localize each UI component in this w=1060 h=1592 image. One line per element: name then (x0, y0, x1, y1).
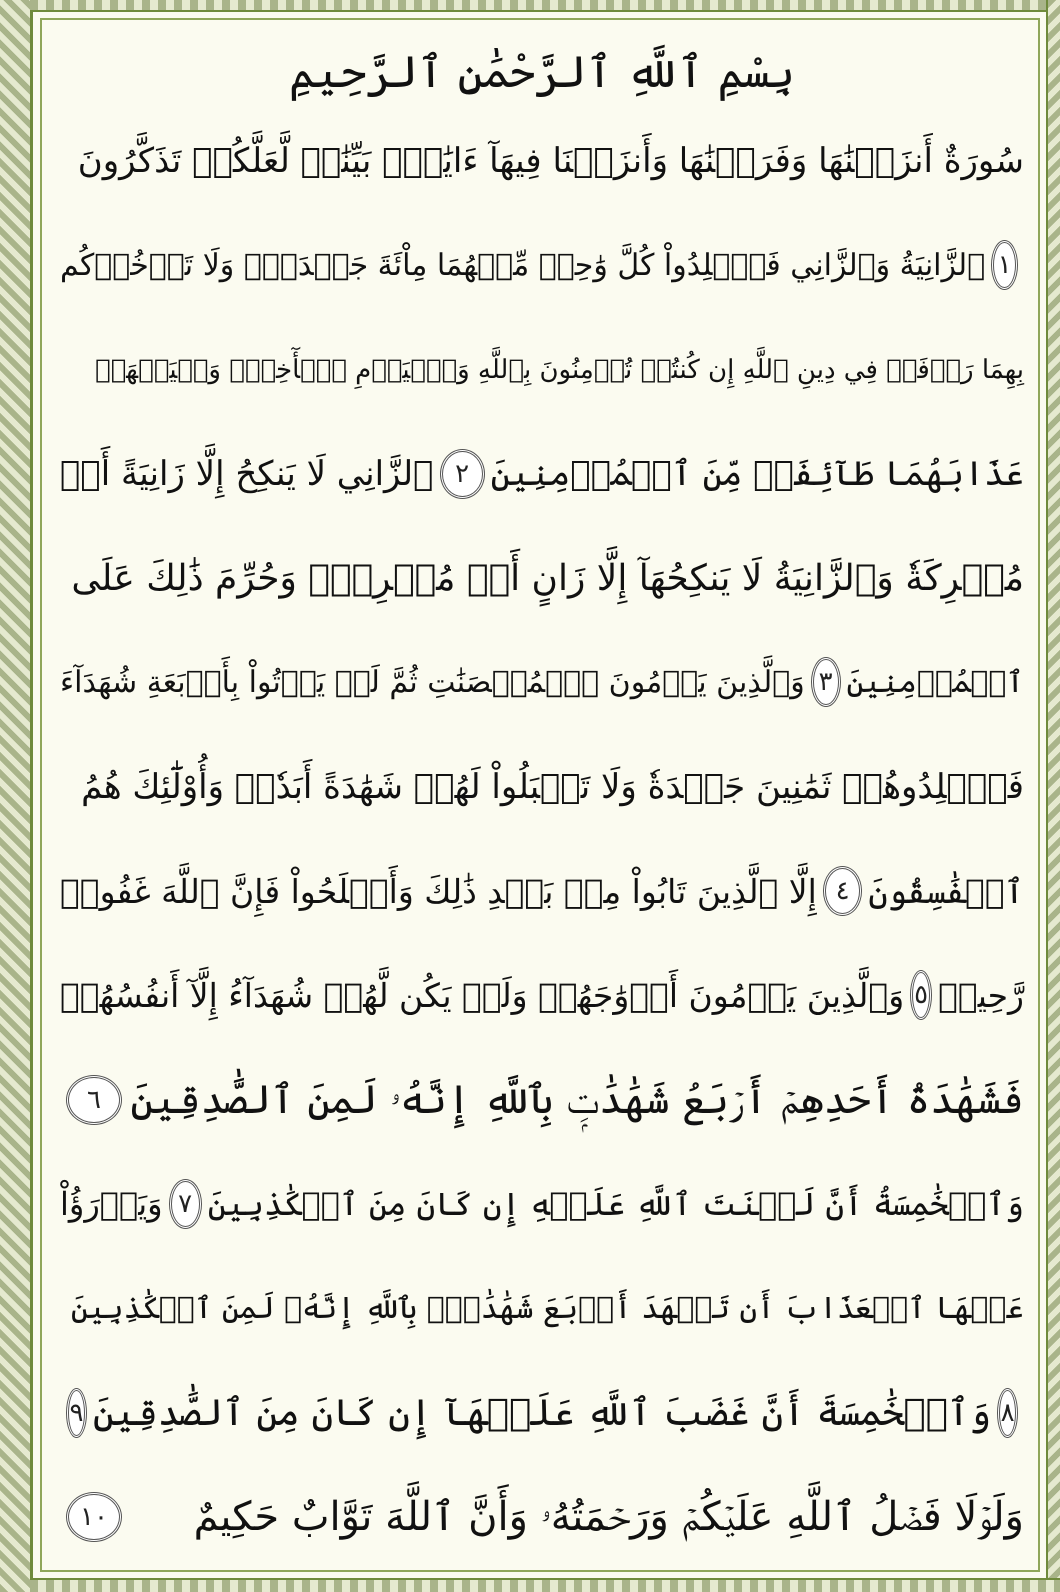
verse-text: وَٱلۡخَٰمِسَةَ أَنَّ غَضَبَ ٱللَّهِ عَلَيۡهَآ إِن كَانَ مِنَ ٱلصَّٰدِقِينَ (92, 1391, 992, 1435)
verse-text: وَٱلَّذِينَ يَرۡمُونَ ٱلۡمُحۡصَنَٰتِ ثُمَّ لَمۡ يَأۡتُواْ بِأَرۡبَعَةِ شُهَدَآءَ (60, 664, 805, 700)
verse-text: فَٱجۡلِدُوهُمۡ ثَمَٰنِينَ جَلۡدَةٗ وَلَا تَقۡبَلُواْ لَهُمۡ شَهَٰدَةً أَبَدٗاۚ وَأُوْلَٰٓئِكَ هُمُ (81, 766, 1024, 807)
verse-text: سُورَةٌ أَنزَلۡنَٰهَا وَفَرَضۡنَٰهَا وَأَنزَلۡنَا فِيهَآ ءَايَٰتِۭ بَيِّنَٰتٖ لَّعَلَّكُمۡ تَذَكَّرُونَ (77, 141, 1024, 181)
verse-line (60, 846, 1024, 936)
verse-line (60, 325, 1024, 415)
verse-line (60, 950, 1024, 1040)
verse-text: ٱلزَّانِي لَا يَنكِحُ إِلَّا زَانِيَةً أَوۡ (60, 453, 434, 494)
ornamental-border-top (30, 0, 1060, 12)
verse-text: ٱلۡمُؤۡمِنِينَ (846, 664, 1024, 700)
verse-text: إِلَّا ٱلَّذِينَ تَابُواْ مِنۢ بَعۡدِ ذَٰلِكَ وَأَصۡلَحُواْ فَإِنَّ ٱللَّهَ غَفُورٞ (60, 871, 817, 911)
ayah-number-marker: ١ (991, 240, 1018, 290)
ayah-number-marker: ٩ (66, 1388, 87, 1438)
verse-text: بِهِمَا رَأۡفَةٞ فِي دِينِ ٱللَّهِ إِن كُنتُمۡ تُؤۡمِنُونَ بِٱللَّهِ وَٱلۡيَوۡمِ ٱلۡأٓخِرِۖ وَلۡيَشۡهَدۡ (94, 354, 1024, 385)
verse-text: رَّحِيمٞ (938, 975, 1024, 1015)
ayah-number-marker: ٢ (440, 449, 485, 499)
verse-text: وَٱلَّذِينَ يَرۡمُونَ أَزۡوَٰجَهُمۡ وَلَمۡ يَكُن لَّهُمۡ شُهَدَآءُ إِلَّآ أَنفُسُهُمۡ (60, 975, 905, 1015)
ayah-number-marker: ٥ (910, 970, 932, 1020)
ornamental-border-bottom (30, 1578, 1060, 1592)
verse-text: عَذَابَهُمَا طَآئِفَةٞ مِّنَ ٱلۡمُؤۡمِنِينَ (490, 454, 1024, 495)
verse-line (60, 116, 1024, 206)
verse-line (60, 429, 1024, 519)
verse-line (60, 533, 1024, 623)
page-content (60, 28, 1024, 1562)
ayah-number-marker: ٦ (66, 1075, 122, 1125)
ayah-number-marker: ٣ (811, 657, 841, 707)
verse-text: وَٱلۡخَٰمِسَةُ أَنَّ لَعۡنَتَ ٱللَّهِ عَلَيۡهِ إِن كَانَ مِنَ ٱلۡكَٰذِبِينَ (207, 1184, 1024, 1223)
verse-line (60, 1055, 1024, 1145)
verse-line (60, 1472, 1024, 1562)
ayah-number-marker: ١٠ (66, 1492, 122, 1542)
ornamental-border-right (1046, 0, 1060, 1592)
ayah-number-marker: ٧ (169, 1179, 202, 1229)
ornamental-border-left (0, 0, 33, 1592)
verse-text: فَشَهَٰدَةُ أَحَدِهِمۡ أَرۡبَعُ شَهَٰدَٰتِۭ بِٱللَّهِ إِنَّهُۥ لَمِنَ ٱلصَّٰدِقِينَ (130, 1076, 1024, 1123)
verse-text: وَيَدۡرَؤُاْ (60, 1184, 163, 1223)
verse-lines (60, 116, 1024, 1562)
ayah-number-marker: ٨ (997, 1388, 1018, 1438)
verse-line (60, 1368, 1024, 1458)
basmala: بِسْمِ ٱللَّهِ ٱلرَّحْمَٰنِ ٱلرَّحِيمِ (288, 46, 796, 98)
verse-text: وَلَوۡلَا فَضۡلُ ٱللَّهِ عَلَيۡكُمۡ وَرَحۡمَتُهُۥ وَأَنَّ ٱللَّهَ تَوَّابٌ حَكِيمٌ (193, 1493, 1024, 1540)
verse-text: ٱلۡفَٰسِقُونَ (868, 871, 1024, 911)
verse-line (60, 637, 1024, 727)
verse-text: عَنۡهَا ٱلۡعَذَابَ أَن تَشۡهَدَ أَرۡبَعَ شَهَٰدَٰتِۭ بِٱللَّهِ إِنَّهُۥ لَمِنَ ٱلۡكَٰذِبِينَ (70, 1290, 1024, 1326)
verse-line (60, 1159, 1024, 1249)
verse-text: مُشۡرِكَةٗ وَٱلزَّانِيَةُ لَا يَنكِحُهَآ إِلَّا زَانٍ أَوۡ مُشۡرِكٞۚ وَحُرِّمَ ذَٰلِكَ عَلَى (71, 557, 1024, 599)
ayah-number-marker: ٤ (823, 866, 863, 916)
verse-text: ٱلزَّانِيَةُ وَٱلزَّانِي فَٱجۡلِدُواْ كُلَّ وَٰحِدٖ مِّنۡهُمَا مِاْئَةَ جَلۡدَةٖۖ وَلَا تَأۡخُذۡكُم (60, 247, 986, 283)
verse-line (60, 220, 1024, 310)
verse-line (60, 1263, 1024, 1353)
verse-line (60, 742, 1024, 832)
